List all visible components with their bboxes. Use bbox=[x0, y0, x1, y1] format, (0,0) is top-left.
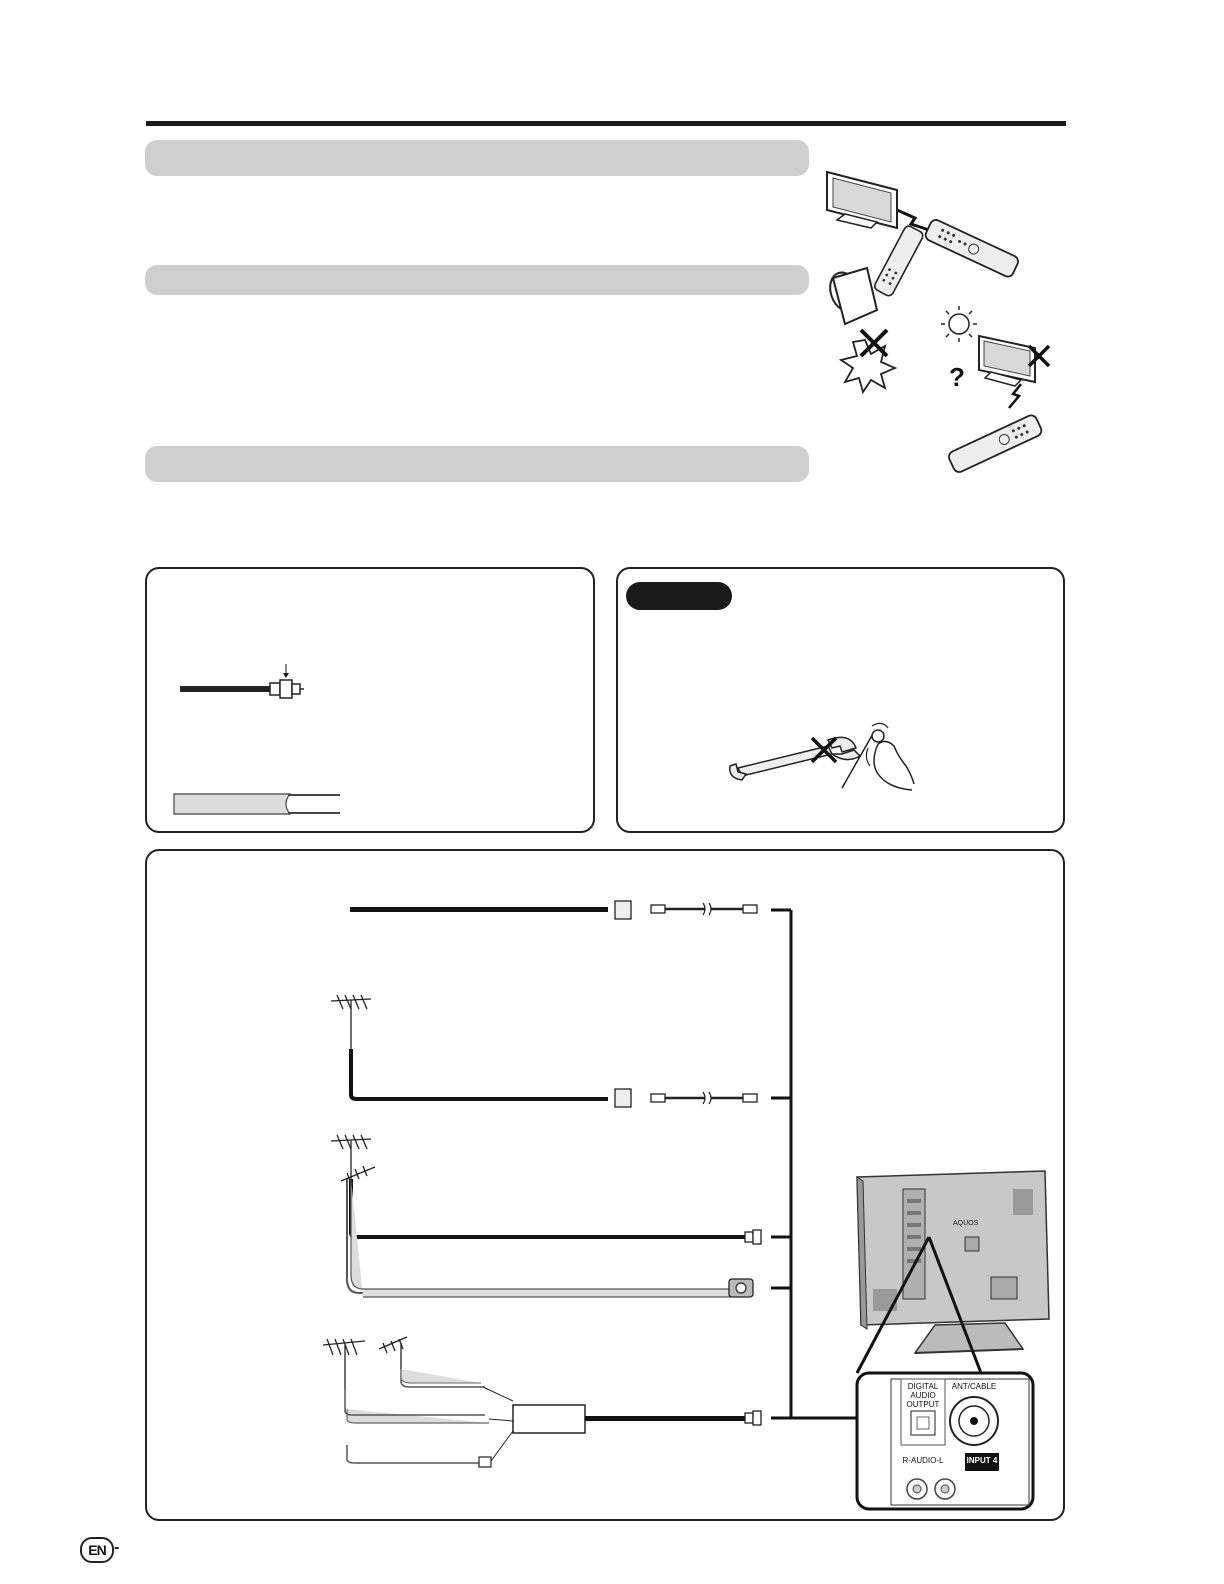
tv-rear-view bbox=[857, 1171, 1049, 1373]
coax-cable bbox=[180, 686, 272, 692]
remote-usage-illustrations bbox=[815, 160, 1065, 490]
coax-connector-icon bbox=[270, 680, 304, 698]
sun-icon bbox=[941, 306, 977, 342]
section-band-2 bbox=[145, 265, 809, 295]
coax-connector-icon bbox=[745, 1230, 761, 1244]
coax-connector-icon bbox=[651, 1092, 757, 1104]
coax-connector-icon bbox=[745, 1411, 761, 1425]
section-band-3 bbox=[145, 446, 809, 482]
twin-lead-cable bbox=[174, 794, 340, 814]
cable-types-illustration bbox=[170, 664, 350, 824]
top-rule bbox=[146, 121, 1066, 126]
tv-icon bbox=[979, 336, 1035, 386]
digital-audio-line-2: AUDIO bbox=[910, 1391, 936, 1400]
r-audio-l-label: R-AUDIO-L bbox=[902, 1456, 944, 1465]
wall-outlet-icon bbox=[615, 901, 631, 919]
language-badge: EN bbox=[80, 1537, 114, 1563]
row-antenna-outlet bbox=[331, 995, 791, 1107]
tighten-by-hand-illustration bbox=[728, 718, 928, 794]
input4-label: INPUT 4 bbox=[966, 1456, 998, 1465]
digital-audio-line-3: OUTPUT bbox=[906, 1400, 940, 1409]
transformer-icon bbox=[729, 1279, 753, 1297]
coax-connector-icon bbox=[651, 903, 757, 915]
caution-label-pill bbox=[626, 582, 732, 610]
remote-icon bbox=[924, 218, 1020, 279]
ant-cable-label: ANT/CABLE bbox=[951, 1382, 997, 1391]
row-combined-antenna bbox=[331, 1135, 791, 1297]
antenna-icon bbox=[323, 1337, 407, 1389]
tv-icon bbox=[827, 172, 897, 228]
wrench-icon bbox=[730, 737, 860, 780]
page-number-dash: - bbox=[114, 1539, 120, 1556]
spill-illustration bbox=[825, 224, 924, 392]
section-band-1 bbox=[145, 140, 809, 176]
remote-icon bbox=[947, 413, 1043, 474]
question-mark-icon: ? bbox=[949, 362, 965, 392]
combiner-box bbox=[513, 1405, 585, 1433]
digital-audio-line-1: DIGITAL bbox=[907, 1382, 939, 1391]
tv-brand-label: AQUOS bbox=[953, 1220, 979, 1227]
antenna-icon bbox=[331, 995, 371, 1049]
row-cable-line bbox=[350, 901, 791, 919]
wall-outlet-icon bbox=[615, 1089, 631, 1107]
antenna-icon bbox=[331, 1135, 375, 1183]
terminal-panel bbox=[857, 1373, 1033, 1509]
antenna-connection-diagram bbox=[145, 849, 1061, 1517]
